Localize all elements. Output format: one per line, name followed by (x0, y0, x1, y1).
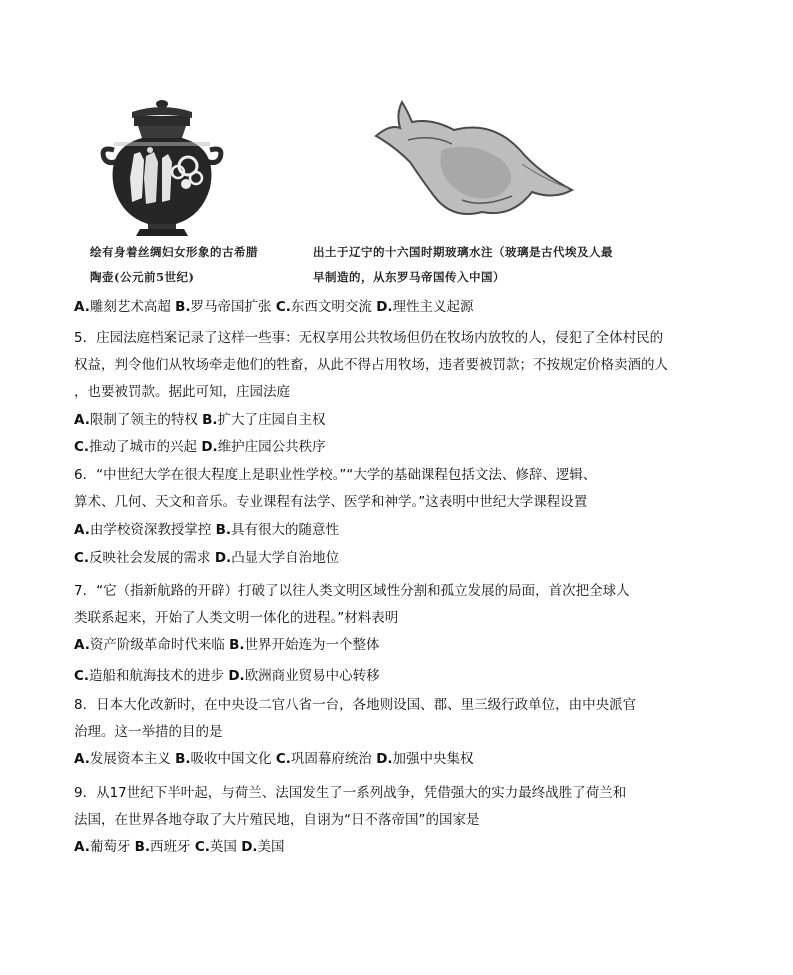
option-letter: D. (376, 751, 393, 767)
q4-options (74, 297, 474, 317)
option-text: 世界开始连为一个整体 (244, 637, 380, 653)
option-letter: D. (228, 668, 245, 684)
option-text: 凸显大学自治地位 (231, 550, 340, 566)
option-text: 由学校资深教授掌控 (89, 522, 216, 538)
greek-vase-image (92, 98, 232, 238)
option-text: 维护庄园公共秩序 (217, 439, 326, 455)
option-letter: D. (214, 550, 232, 566)
option-letter: B. (229, 637, 245, 653)
q7-stem-line: 7．“它（指新航路的开辟）打破了以往人类文明区域性分割和孤立发展的局面，首次把全球人 (74, 583, 630, 599)
option-text: 造船和航海技术的进步 (89, 668, 229, 684)
option-text: 葡萄牙 (89, 839, 135, 855)
option-text: 罗马帝国扩张 (190, 299, 276, 315)
q5-options-row (74, 437, 326, 457)
option-text: 美国 (257, 839, 285, 855)
q6-options-row (74, 520, 339, 540)
option-text: 英国 (209, 839, 242, 855)
option-letter: B. (202, 412, 218, 428)
option-text: 欧洲商业贸易中心转移 (244, 668, 380, 684)
option-text: 加强中央集权 (392, 751, 474, 767)
option-letter: A. (74, 299, 90, 315)
option-letter: D. (201, 439, 218, 455)
vase-caption-line: 绘有身着丝绸妇女形象的古希腊 (90, 245, 258, 259)
option-letter: B. (134, 839, 151, 855)
q7-options-row (74, 666, 380, 686)
option-text: 限制了领主的特权 (89, 412, 203, 428)
q5-stem-line: 5．庄园法庭档案记录了这样一些事：无权享用公共牧场但仍在牧场内放牧的人，侵犯了全体村民的 (74, 330, 664, 346)
q8-stem-line: 8．日本大化改新时，在中央设二官八省一台，各地则设国、郡、里三级行政单位，由中央派官 (74, 697, 637, 713)
vase-caption (90, 240, 258, 290)
option-letter: C. (74, 439, 90, 455)
option-letter: A. (74, 522, 90, 538)
glass-caption-line: 出土于辽宁的十六国时期玻璃水注（玻璃是古代埃及人最 (313, 245, 613, 259)
glass-caption-line: 早制造的，从东罗马帝国传入中国） (313, 270, 505, 284)
option-letter: C. (194, 839, 210, 855)
q9-stem-line: 9．从17世纪下半叶起，与荷兰、法国发生了一系列战争，凭借强大的实力最终战胜了荷兰和 (74, 785, 627, 801)
option-letter: B. (175, 299, 191, 315)
option-letter: A. (74, 751, 90, 767)
option-text: 具有很大的随意性 (231, 522, 340, 538)
option-letter: C. (74, 550, 90, 566)
q8-stem-line: 治理。这一举措的目的是 (74, 724, 223, 740)
option-text: 东西文明交流 (290, 299, 377, 315)
q8-options-row (74, 749, 474, 769)
q9-options-row (74, 837, 285, 857)
option-letter: C. (74, 668, 90, 684)
option-letter: B. (215, 522, 232, 538)
option-text: 理性主义起源 (392, 299, 474, 315)
option-letter: D. (376, 299, 393, 315)
option-letter: B. (175, 751, 191, 767)
option-letter: C. (275, 751, 291, 767)
glass-caption (313, 240, 613, 290)
q5-stem-line: ，也要被罚款。据此可知，庄园法庭 (74, 384, 290, 400)
q6-options-row (74, 548, 339, 568)
q7-stem-line: 类联系起来，开始了人类文明一体化的进程。”材料表明 (74, 610, 399, 626)
option-text: 发展资本主义 (89, 751, 176, 767)
option-text: 雕刻艺术高超 (89, 299, 176, 315)
option-letter: A. (74, 637, 90, 653)
option-text: 资产阶级革命时代来临 (89, 637, 230, 653)
vase-caption-line: 陶壶(公元前5世纪) (90, 270, 195, 284)
q9-stem-line: 法国，在世界各地夺取了大片殖民地，自诩为“日不落帝国”的国家是 (74, 812, 480, 828)
option-letter: D. (241, 839, 258, 855)
q5-stem-line: 权益，判令他们从牧场牵走他们的牲畜，从此不得占用牧场，违者要被罚款；不按规定价格卖酒的人 (74, 357, 668, 373)
option-text: 推动了城市的兴起 (89, 439, 202, 455)
option-text: 西班牙 (150, 839, 195, 855)
option-text: 巩固幕府统治 (290, 751, 377, 767)
q6-stem-line: 算术、几何、天文和音乐。专业课程有法学、医学和神学。”这表明中世纪大学课程设置 (74, 494, 588, 510)
option-text: 吸收中国文化 (190, 751, 276, 767)
option-letter: A. (74, 839, 90, 855)
option-text: 扩大了庄园自主权 (217, 412, 326, 428)
q6-stem-line: 6．“中世纪大学在很大程度上是职业性学校。”“大学的基础课程包括文法、修辞、逻辑、 (74, 467, 597, 483)
option-letter: A. (74, 412, 90, 428)
q7-options-row (74, 635, 380, 655)
glass-vessel-image (372, 100, 578, 220)
q5-options-row (74, 410, 326, 430)
option-letter: C. (275, 299, 291, 315)
option-text: 反映社会发展的需求 (89, 550, 215, 566)
